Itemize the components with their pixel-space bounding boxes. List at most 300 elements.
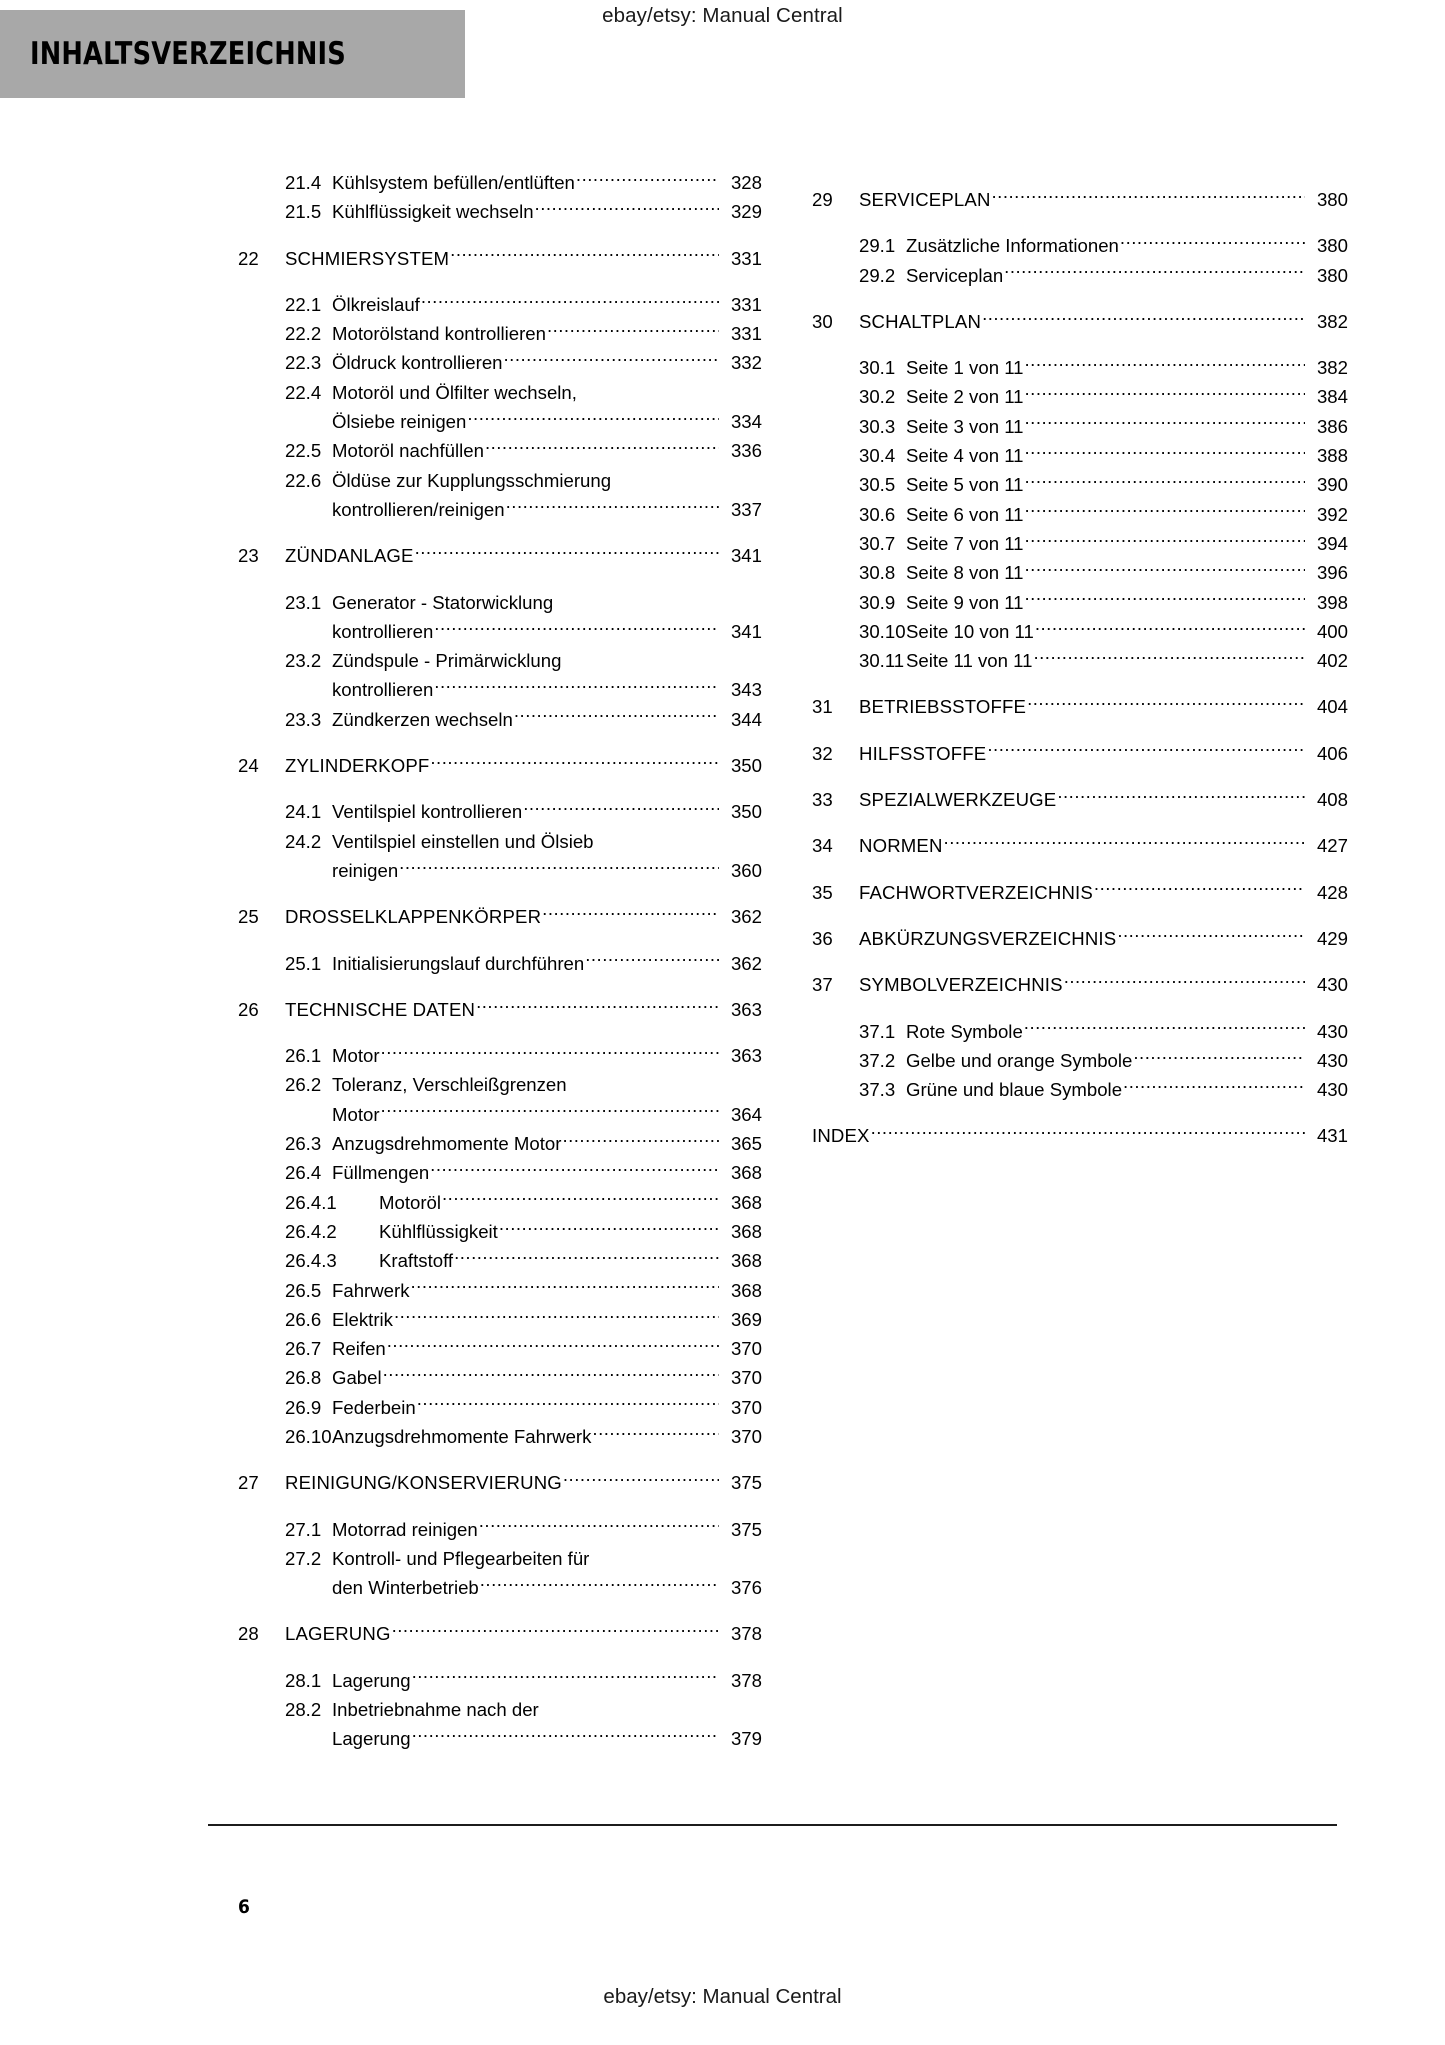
toc-entry-page: 375 xyxy=(730,1518,762,1540)
toc-entry[interactable] xyxy=(812,785,1348,814)
header-watermark: ebay/etsy: Manual Central xyxy=(602,4,843,27)
toc-entry[interactable] xyxy=(238,244,762,273)
toc-entry-number: 37.1 xyxy=(859,1020,896,1042)
toc-entry-page: 430 xyxy=(1316,1049,1348,1071)
toc-entry-number: 23 xyxy=(238,545,259,567)
toc-entry[interactable] xyxy=(238,1246,762,1275)
toc-entry-number: 26 xyxy=(238,998,259,1020)
toc-entry[interactable] xyxy=(238,290,762,319)
toc-entry[interactable] xyxy=(238,1070,762,1099)
toc-entry-page: 406 xyxy=(1316,742,1348,764)
toc-entry-title: Elektrik xyxy=(332,1308,393,1330)
toc-entry-title: Kühlflüssigkeit wechseln xyxy=(332,201,534,223)
toc-entry-number: 22.4 xyxy=(285,381,322,403)
toc-entry-number: 21.4 xyxy=(285,172,322,193)
toc-entry-number: 22.6 xyxy=(285,469,322,491)
toc-entry-page: 329 xyxy=(730,201,762,223)
toc-leader-dots xyxy=(504,351,719,370)
toc-entry-title: Motorölstand kontrollieren xyxy=(332,323,546,345)
toc-entry-title: Seite 2 von 11 xyxy=(906,386,1024,408)
toc-entry-title: Zusätzliche Informationen xyxy=(906,235,1119,257)
toc-leader-dots xyxy=(1027,695,1305,714)
toc-entry-title: Fahrwerk xyxy=(332,1279,410,1301)
toc-entry-number: 22.2 xyxy=(285,323,322,345)
toc-entry[interactable] xyxy=(812,739,1348,768)
toc-entry-title: Lagerung xyxy=(332,1728,411,1750)
toc-entry[interactable] xyxy=(812,1046,1348,1075)
toc-entry-number: 26.4.1 xyxy=(285,1191,337,1213)
toc-entry-page: 350 xyxy=(730,801,762,823)
toc-entry[interactable] xyxy=(238,1217,762,1246)
toc-entry-title: Kontroll- und Pflegearbeiten für xyxy=(332,1547,590,1569)
toc-entry[interactable] xyxy=(238,1129,762,1158)
toc-entry[interactable] xyxy=(238,856,762,885)
toc-entry-title: Seite 9 von 11 xyxy=(906,591,1024,613)
toc-entry-title: SCHMIERSYSTEM xyxy=(285,247,450,269)
toc-entry-page: 363 xyxy=(730,1045,762,1067)
toc-entry-number: 26.5 xyxy=(285,1279,322,1301)
toc-leader-dots xyxy=(1025,443,1306,462)
toc-column-right xyxy=(812,168,1348,1168)
toc-entry-page: 390 xyxy=(1316,474,1348,496)
toc-entry-number: 23.3 xyxy=(285,708,322,730)
toc-entry-page: 380 xyxy=(1316,235,1348,257)
toc-entry-title: Zündkerzen wechseln xyxy=(332,708,513,730)
toc-leader-dots xyxy=(434,619,719,638)
toc-entry-page: 431 xyxy=(1316,1125,1348,1147)
toc-column-left xyxy=(238,168,762,1754)
toc-leader-dots xyxy=(442,1190,719,1209)
toc-entry[interactable] xyxy=(238,348,762,377)
toc-leader-dots xyxy=(514,707,719,726)
toc-entry-title: ABKÜRZUNGSVERZEICHNIS xyxy=(859,927,1117,949)
toc-entry-title: REINIGUNG/KONSERVIERUNG xyxy=(285,1472,562,1494)
toc-leader-dots xyxy=(1064,973,1305,992)
toc-entry-page: 394 xyxy=(1316,532,1348,554)
toc-entry[interactable] xyxy=(238,1422,762,1451)
toc-entry[interactable] xyxy=(238,1363,762,1392)
toc-entry-title: Seite 1 von 11 xyxy=(906,357,1024,379)
toc-entry-page: 370 xyxy=(730,1367,762,1389)
toc-entry[interactable] xyxy=(238,588,762,617)
toc-entry[interactable] xyxy=(812,470,1348,499)
toc-entry-number: 22.3 xyxy=(285,352,322,374)
toc-entry[interactable] xyxy=(238,495,762,524)
toc-entry-title: LAGERUNG xyxy=(285,1623,391,1645)
toc-entry-page: 382 xyxy=(1316,310,1348,332)
toc-entry-title: Füllmengen xyxy=(332,1162,430,1184)
toc-entry-number: 30.6 xyxy=(859,503,896,525)
toc-leader-dots xyxy=(381,1102,719,1121)
toc-entry-number: 34 xyxy=(812,835,833,857)
toc-leader-dots xyxy=(450,246,719,265)
toc-entry-number: 26.7 xyxy=(285,1338,322,1360)
toc-leader-dots xyxy=(576,170,719,189)
toc-entry-page: 430 xyxy=(1316,1079,1348,1101)
toc-leader-dots xyxy=(1057,787,1305,806)
toc-entry-page: 364 xyxy=(730,1103,762,1125)
toc-entry-title: ZYLINDERKOPF xyxy=(285,755,430,777)
toc-leader-dots xyxy=(430,753,719,772)
toc-leader-dots xyxy=(1004,263,1305,282)
toc-leader-dots xyxy=(1117,926,1305,945)
toc-entry-page: 344 xyxy=(730,708,762,730)
toc-leader-dots xyxy=(987,741,1305,760)
toc-leader-dots xyxy=(1025,502,1306,521)
toc-entry-page: 362 xyxy=(730,952,762,974)
toc-entry[interactable] xyxy=(238,1334,762,1363)
toc-entry-number: 30.5 xyxy=(859,474,896,496)
toc-entry-page: 400 xyxy=(1316,620,1348,642)
toc-entry-number: 32 xyxy=(812,742,833,764)
toc-entry-page: 368 xyxy=(730,1220,762,1242)
toc-entry-title: SCHALTPLAN xyxy=(859,310,982,332)
toc-entry[interactable] xyxy=(238,1515,762,1544)
toc-entry-title: den Winterbetrieb xyxy=(332,1577,479,1599)
page-number: 6 xyxy=(238,1896,250,1918)
toc-entry-number: 30.9 xyxy=(859,591,896,613)
toc-entry-number: 33 xyxy=(812,789,833,811)
toc-entry-page: 350 xyxy=(730,755,762,777)
toc-entry[interactable] xyxy=(238,197,762,226)
toc-entry-title: FACHWORTVERZEICHNIS xyxy=(859,881,1093,903)
toc-entry-page: 430 xyxy=(1316,1020,1348,1042)
toc-leader-dots xyxy=(430,1161,719,1180)
toc-entry[interactable] xyxy=(238,827,762,856)
toc-entry[interactable] xyxy=(812,970,1348,999)
toc-entry-title: Gelbe und orange Symbole xyxy=(906,1049,1133,1071)
toc-leader-dots xyxy=(1025,531,1306,550)
toc-entry[interactable] xyxy=(238,466,762,495)
toc-entry-title: Motoröl und Ölfilter wechseln, xyxy=(332,381,577,403)
toc-entry-title: Motor xyxy=(332,1045,380,1067)
toc-entry[interactable] xyxy=(812,307,1348,336)
toc-leader-dots xyxy=(535,200,719,219)
toc-leader-dots xyxy=(563,1471,719,1490)
toc-entry-title: Seite 5 von 11 xyxy=(906,474,1024,496)
toc-entry[interactable] xyxy=(238,1666,762,1695)
toc-entry[interactable] xyxy=(238,168,762,197)
toc-entry-page: 341 xyxy=(730,620,762,642)
toc-leader-dots xyxy=(479,1517,719,1536)
toc-entry[interactable] xyxy=(238,675,762,704)
toc-leader-dots xyxy=(506,497,719,516)
toc-leader-dots xyxy=(562,1131,719,1150)
toc-leader-dots xyxy=(421,292,719,311)
toc-entry-title: Inbetriebnahme nach der xyxy=(332,1699,539,1721)
toc-entry[interactable] xyxy=(238,1100,762,1129)
toc-leader-dots xyxy=(585,951,719,970)
toc-entry-number: 26.4 xyxy=(285,1162,322,1184)
toc-entry-title: DROSSELKLAPPENKÖRPER xyxy=(285,906,542,928)
toc-entry[interactable] xyxy=(238,995,762,1024)
toc-entry[interactable] xyxy=(812,924,1348,953)
toc-entry-title: SYMBOLVERZEICHNIS xyxy=(859,974,1063,996)
toc-entry-page: 392 xyxy=(1316,503,1348,525)
toc-entry-number: 25.1 xyxy=(285,952,322,974)
toc-entry-number: 30.7 xyxy=(859,532,896,554)
toc-entry-title: Generator - Statorwicklung xyxy=(332,591,554,613)
toc-entry-page: 369 xyxy=(730,1308,762,1330)
toc-entry[interactable] xyxy=(812,185,1348,214)
toc-entry-page: 368 xyxy=(730,1162,762,1184)
toc-entry-number: 29.1 xyxy=(859,235,896,257)
toc-entry-title: Rote Symbole xyxy=(906,1020,1023,1042)
toc-leader-dots xyxy=(415,544,719,563)
toc-entry-page: 363 xyxy=(730,998,762,1020)
toc-entry[interactable] xyxy=(812,500,1348,529)
toc-entry[interactable] xyxy=(238,1305,762,1334)
toc-entry[interactable] xyxy=(238,1041,762,1070)
toc-entry[interactable] xyxy=(238,1619,762,1648)
toc-leader-dots xyxy=(1025,473,1306,492)
toc-entry-page: 360 xyxy=(730,859,762,881)
toc-entry-page: 362 xyxy=(730,906,762,928)
toc-entry-title: Serviceplan xyxy=(906,264,1004,286)
toc-leader-dots xyxy=(523,800,719,819)
toc-entry-title: Motorrad reinigen xyxy=(332,1518,478,1540)
toc-entry-number: 26.3 xyxy=(285,1133,322,1155)
footer-watermark: ebay/etsy: Manual Central xyxy=(603,1985,842,2008)
toc-entry-page: 380 xyxy=(1316,264,1348,286)
toc-entry-page: 368 xyxy=(730,1279,762,1301)
toc-entry-title: BETRIEBSSTOFFE xyxy=(859,696,1027,718)
toc-entry[interactable] xyxy=(238,1573,762,1602)
toc-entry-title: ZÜNDANLAGE xyxy=(285,545,414,567)
toc-entry-number: 37.3 xyxy=(859,1079,896,1101)
toc-entry[interactable] xyxy=(238,705,762,734)
toc-entry-number: 27.1 xyxy=(285,1518,322,1540)
toc-leader-dots xyxy=(547,322,719,341)
toc-leader-dots xyxy=(392,1622,719,1641)
toc-entry-title: INDEX xyxy=(812,1125,870,1147)
toc-entry-title: Seite 11 von 11 xyxy=(906,650,1033,672)
toc-entry-title: SPEZIALWERKZEUGE xyxy=(859,789,1057,811)
toc-entry-number: 35 xyxy=(812,881,833,903)
toc-leader-dots xyxy=(417,1395,719,1414)
toc-leader-dots xyxy=(412,1727,719,1746)
toc-entry-number: 30.4 xyxy=(859,445,896,467)
toc-entry-page: 337 xyxy=(730,498,762,520)
toc-leader-dots xyxy=(399,858,719,877)
toc-entry-title: Kühlflüssigkeit xyxy=(379,1220,498,1242)
toc-entry-number: 21.5 xyxy=(285,201,322,223)
toc-leader-dots xyxy=(480,1576,719,1595)
toc-entry[interactable] xyxy=(812,529,1348,558)
toc-entry-title: Ölsiebe reinigen xyxy=(332,411,467,433)
toc-entry-title: Lagerung xyxy=(332,1669,411,1691)
toc-entry[interactable] xyxy=(812,646,1348,675)
toc-entry[interactable] xyxy=(238,1188,762,1217)
toc-entry-page: 378 xyxy=(730,1623,762,1645)
toc-entry-title: Reifen xyxy=(332,1338,386,1360)
toc-entry[interactable] xyxy=(812,1017,1348,1046)
toc-entry-title: Ölkreislauf xyxy=(332,293,420,315)
toc-entry[interactable] xyxy=(812,831,1348,860)
toc-entry-number: 30.10 xyxy=(859,620,906,642)
toc-entry[interactable] xyxy=(238,1158,762,1187)
toc-entry-number: 28.2 xyxy=(285,1699,322,1721)
toc-entry-page: 365 xyxy=(730,1133,762,1155)
toc-entry[interactable] xyxy=(812,353,1348,382)
toc-entry-title: Ventilspiel kontrollieren xyxy=(332,801,523,823)
toc-leader-dots xyxy=(1025,414,1306,433)
toc-entry-title: HILFSSTOFFE xyxy=(859,742,987,764)
toc-entry-title: Seite 7 von 11 xyxy=(906,532,1024,554)
toc-entry-page: 429 xyxy=(1316,927,1348,949)
toc-entry[interactable] xyxy=(238,646,762,675)
toc-entry-number: 23.2 xyxy=(285,650,322,672)
toc-entry-page: 379 xyxy=(730,1728,762,1750)
toc-entry-page: 402 xyxy=(1316,650,1348,672)
toc-entry-page: 370 xyxy=(730,1396,762,1418)
toc-entry-page: 336 xyxy=(730,440,762,462)
toc-entry-page: 331 xyxy=(730,293,762,315)
toc-entry-title: reinigen xyxy=(332,859,399,881)
toc-entry-number: 22.1 xyxy=(285,293,322,315)
toc-entry-number: 37 xyxy=(812,974,833,996)
toc-entry-number: 29.2 xyxy=(859,264,896,286)
toc-leader-dots xyxy=(1025,561,1306,580)
toc-entry-page: 396 xyxy=(1316,562,1348,584)
toc-leader-dots xyxy=(1024,1019,1305,1038)
toc-entry[interactable] xyxy=(238,949,762,978)
toc-entry-page: 427 xyxy=(1316,835,1348,857)
toc-entry[interactable] xyxy=(238,1393,762,1422)
toc-entry-page: 370 xyxy=(730,1338,762,1360)
toc-entry[interactable] xyxy=(812,588,1348,617)
toc-entry[interactable] xyxy=(238,797,762,826)
toc-leader-dots xyxy=(454,1249,719,1268)
toc-leader-dots xyxy=(434,678,719,697)
toc-entry[interactable] xyxy=(812,558,1348,587)
toc-entry-page: 341 xyxy=(730,545,762,567)
toc-entry[interactable] xyxy=(812,617,1348,646)
toc-entry[interactable] xyxy=(812,692,1348,721)
footer-divider xyxy=(208,1824,1337,1826)
toc-entry-page: 380 xyxy=(1316,189,1348,210)
toc-entry-title: Seite 4 von 11 xyxy=(906,445,1024,467)
toc-entry-number: 27 xyxy=(238,1472,259,1494)
toc-leader-dots xyxy=(592,1424,719,1443)
toc-entry-page: 332 xyxy=(730,352,762,374)
toc-entry[interactable] xyxy=(812,878,1348,907)
toc-entry-number: 26.8 xyxy=(285,1367,322,1389)
toc-entry-number: 27.2 xyxy=(285,1547,322,1569)
toc-entry-title: Federbein xyxy=(332,1396,416,1418)
toc-leader-dots xyxy=(381,1044,719,1063)
toc-entry[interactable] xyxy=(812,412,1348,441)
toc-entry-title: Öldüse zur Kupplungsschmierung xyxy=(332,469,612,491)
page-title: INHALTSVERZEICHNIS xyxy=(30,36,346,72)
toc-entry[interactable] xyxy=(812,382,1348,411)
toc-leader-dots xyxy=(1133,1048,1305,1067)
toc-entry-page: 368 xyxy=(730,1191,762,1213)
toc-entry[interactable] xyxy=(238,436,762,465)
section-title-band xyxy=(0,10,465,98)
toc-entry-title: Motor xyxy=(332,1103,380,1125)
toc-entry[interactable] xyxy=(238,541,762,570)
toc-entry-number: 22 xyxy=(238,247,259,269)
toc-entry-title: kontrollieren xyxy=(332,679,434,701)
toc-entry-title: NORMEN xyxy=(859,835,943,857)
toc-entry[interactable] xyxy=(238,902,762,931)
toc-entry[interactable] xyxy=(812,1121,1348,1150)
toc-entry[interactable] xyxy=(238,319,762,348)
toc-entry-page: 331 xyxy=(730,247,762,269)
toc-entry-number: 26.1 xyxy=(285,1045,322,1067)
toc-entry-page: 370 xyxy=(730,1425,762,1447)
toc-entry-number: 30.2 xyxy=(859,386,896,408)
toc-entry[interactable] xyxy=(238,407,762,436)
toc-entry-page: 378 xyxy=(730,1669,762,1691)
toc-entry-title: Anzugsdrehmomente Fahrwerk xyxy=(332,1425,592,1447)
toc-entry[interactable] xyxy=(812,261,1348,290)
toc-entry[interactable] xyxy=(238,1544,762,1573)
toc-entry-title: Initialisierungslauf durchführen xyxy=(332,952,585,974)
toc-entry[interactable] xyxy=(238,1695,762,1724)
toc-entry[interactable] xyxy=(238,1724,762,1753)
toc-entry-title: Kraftstoff xyxy=(379,1250,454,1272)
toc-entry-number: 28 xyxy=(238,1623,259,1645)
toc-entry[interactable] xyxy=(238,617,762,646)
toc-entry[interactable] xyxy=(238,751,762,780)
toc-entry-number: 30.8 xyxy=(859,562,896,584)
toc-entry-page: 398 xyxy=(1316,591,1348,613)
toc-entry-page: 428 xyxy=(1316,881,1348,903)
toc-entry-title: Seite 3 von 11 xyxy=(906,415,1024,437)
toc-entry-title: Grüne und blaue Symbole xyxy=(906,1079,1123,1101)
toc-entry-number: 22.5 xyxy=(285,440,322,462)
toc-entry-title: TECHNISCHE DATEN xyxy=(285,998,476,1020)
toc-entry-number: 26.2 xyxy=(285,1074,322,1096)
toc-entry[interactable] xyxy=(238,1468,762,1497)
toc-entry-title: Öldruck kontrollieren xyxy=(332,352,503,374)
toc-entry-number: 37.2 xyxy=(859,1049,896,1071)
toc-entry-page: 343 xyxy=(730,679,762,701)
toc-entry-page: 334 xyxy=(730,411,762,433)
toc-entry-title: Zündspule - Primärwicklung xyxy=(332,650,562,672)
toc-leader-dots xyxy=(1025,590,1306,609)
toc-entry-title: Motoröl nachfüllen xyxy=(332,440,484,462)
toc-entry[interactable] xyxy=(812,231,1348,260)
toc-entry-page: 388 xyxy=(1316,445,1348,467)
toc-entry-number: 26.6 xyxy=(285,1308,322,1330)
toc-entry[interactable] xyxy=(238,378,762,407)
toc-entry-number: 26.9 xyxy=(285,1396,322,1418)
toc-entry[interactable] xyxy=(812,1075,1348,1104)
toc-entry-page: 404 xyxy=(1316,696,1348,718)
toc-leader-dots xyxy=(1033,649,1305,668)
toc-entry[interactable] xyxy=(238,1276,762,1305)
toc-entry-page: 375 xyxy=(730,1472,762,1494)
toc-entry-number: 30.11 xyxy=(859,650,905,672)
toc-leader-dots xyxy=(476,997,719,1016)
toc-leader-dots xyxy=(982,309,1305,328)
toc-entry-page: 376 xyxy=(730,1577,762,1599)
toc-leader-dots xyxy=(1035,619,1305,638)
toc-entry-number: 28.1 xyxy=(285,1669,322,1691)
toc-entry-title: Seite 10 von 11 xyxy=(906,620,1034,642)
toc-entry-number: 31 xyxy=(812,696,833,718)
toc-entry-page: 368 xyxy=(730,1250,762,1272)
toc-entry-page: 384 xyxy=(1316,386,1348,408)
toc-leader-dots xyxy=(394,1307,719,1326)
toc-entry-page: 328 xyxy=(730,172,762,193)
toc-entry-number: 26.4.3 xyxy=(285,1250,337,1272)
toc-entry-number: 23.1 xyxy=(285,591,322,613)
toc-entry[interactable] xyxy=(812,441,1348,470)
